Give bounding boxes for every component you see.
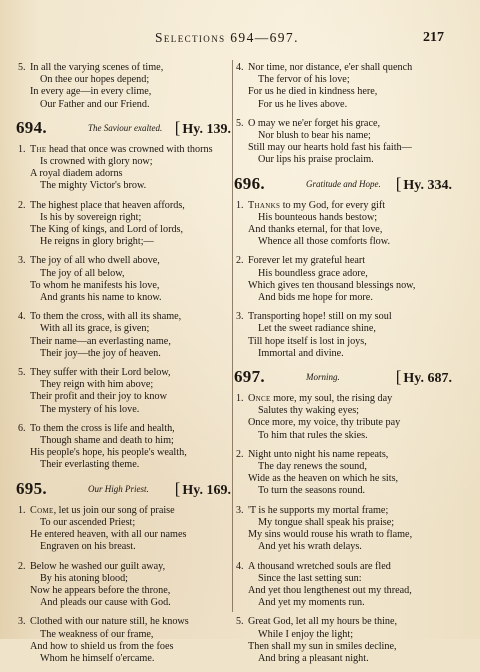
stanza-number: 2. [236, 255, 244, 267]
verse-line [18, 311, 231, 323]
stanza-number: 3. [18, 255, 26, 267]
verse-text: The King of kings, and Lord of lords, [30, 224, 184, 236]
stanza [236, 505, 452, 554]
verse-line [236, 417, 452, 429]
verse-line [236, 130, 452, 142]
stanza [236, 255, 452, 304]
verse-text: They reign with him above; [40, 379, 154, 391]
hymn-title: Gratitude and Hope. [306, 178, 381, 189]
verse-text: By his atoning blood; [40, 572, 129, 584]
verse-line [236, 405, 452, 417]
left-column [18, 62, 231, 672]
verse-line [236, 597, 452, 609]
verse-line [18, 367, 231, 379]
verse-text: Once more, my voice, thy tribute pay [248, 417, 401, 429]
stanza [18, 616, 231, 665]
verse-text: On thee our hopes depend; [40, 74, 150, 86]
verse-text: Till hope itself is lost in joys, [248, 335, 367, 347]
verse-line [236, 255, 452, 267]
verse-line [18, 459, 231, 471]
verse-line [236, 473, 452, 485]
verse-line [18, 168, 231, 180]
verse-text: Then shall my sun in smiles decline, [248, 640, 397, 652]
verse-text: head that once was crowned with thorns [46, 143, 213, 155]
stanza-number: 4. [236, 560, 244, 572]
hymn-number: 696. [234, 173, 265, 193]
verse-line [236, 236, 452, 248]
stanza-number: 3. [18, 616, 26, 628]
verse-line [18, 62, 231, 74]
stanza [236, 449, 452, 498]
verse-text: And bring a pleasant night. [258, 652, 369, 664]
stanza [236, 561, 452, 610]
verse-line [18, 86, 231, 98]
verse-text: In all the varying scenes of time, [30, 62, 164, 73]
first-word: Thanks [248, 199, 281, 211]
verse-line [236, 461, 452, 473]
stanza-number: 2. [18, 199, 26, 211]
stanza [236, 616, 452, 665]
hymn-heading [236, 367, 452, 391]
verse-text: To them the cross, with all its shame, [30, 311, 182, 323]
verse-text: Still may our hearts hold fast his faith— [248, 142, 412, 154]
verse-text: His boundless grace adore, [258, 267, 368, 279]
verse-text: Whom he himself o'ercame. [40, 652, 155, 664]
bracket-mark: [ [174, 478, 181, 498]
verse-line [236, 641, 452, 653]
hymn-heading [18, 479, 231, 503]
verse-line [18, 653, 231, 665]
verse-text: His bounteous hands bestow; [258, 211, 378, 223]
hymn-reference-text: Hy. 169. [182, 482, 231, 498]
running-head-title: Selections 694—697. [155, 30, 299, 45]
verse-line [236, 430, 452, 442]
verse-line [236, 541, 452, 553]
verse-text: Great God, let all my hours be thine, [248, 616, 398, 628]
hymn-number: 694. [16, 117, 47, 137]
verse-text: 'T is he supports my mortal frame; [248, 504, 389, 516]
verse-line [18, 348, 231, 360]
first-word: Once [248, 393, 271, 405]
stanza-number: 3. [236, 504, 244, 516]
verse-line [18, 423, 231, 435]
verse-text: Is crowned with glory now; [40, 156, 153, 168]
verse-text: Let the sweet radiance shine, [258, 323, 376, 335]
verse-text: The fervor of his love; [258, 74, 350, 86]
verse-line [18, 573, 231, 585]
stanza-number: 3. [236, 311, 244, 323]
verse-text: While I enjoy the light; [258, 628, 354, 640]
verse-text: The joy of all who dwell above, [30, 255, 160, 267]
verse-text: And bids me hope for more. [258, 292, 373, 304]
verse-line [18, 144, 231, 156]
stanza [236, 393, 452, 442]
stanza [18, 423, 231, 472]
verse-line [236, 200, 452, 212]
hymn-title: Our High Priest. [88, 483, 149, 494]
hymn-number: 695. [16, 478, 47, 498]
verse-text: And yet my moments run. [258, 597, 365, 609]
verse-text: And yet his wrath delays. [258, 541, 362, 553]
stanza-number: 4. [236, 62, 244, 73]
column-divider [232, 60, 233, 612]
verse-text: He reigns in glory bright;— [40, 236, 154, 248]
verse-line [18, 212, 231, 224]
stanza [18, 200, 231, 249]
verse-text: And how to shield us from the foes [30, 640, 174, 652]
verse-text: Nor time, nor distance, e'er shall quench [248, 62, 413, 73]
hymn-reference [396, 367, 452, 387]
verse-text: And thanks eternal, for that love, [248, 224, 383, 236]
verse-line [236, 268, 452, 280]
verse-line [18, 200, 231, 212]
verse-text: Is his by sovereign right; [40, 211, 142, 223]
verse-line [18, 336, 231, 348]
verse-line [236, 142, 452, 154]
hymn-reference-text: Hy. 334. [403, 177, 452, 193]
verse-text: to my God, for every gift [280, 199, 386, 211]
stanza-number: 1. [18, 143, 26, 155]
verse-line [236, 62, 452, 74]
verse-text: Since the last setting sun: [258, 572, 362, 584]
verse-text: Salutes thy waking eyes; [258, 405, 360, 417]
bracket-mark: [ [395, 173, 402, 193]
stanza-number: 5. [236, 117, 244, 129]
verse-line [18, 379, 231, 391]
verse-text: And yet thou lengthenest out my thread, [248, 584, 412, 596]
verse-line [18, 99, 231, 111]
verse-line [236, 653, 452, 665]
verse-line [18, 292, 231, 304]
verse-text: Immortal and divine. [258, 347, 344, 359]
stanza-number: 5. [236, 616, 244, 628]
bracket-mark: [ [395, 367, 402, 387]
hymn-heading [236, 174, 452, 198]
verse-line [236, 99, 452, 111]
verse-text: And pleads our cause with God. [40, 597, 171, 609]
verse-line [236, 212, 452, 224]
verse-text: , let us join our song of praise [53, 504, 175, 516]
stanza-number: 1. [236, 199, 244, 211]
verse-text: Below he washed our guilt away, [30, 560, 166, 572]
verse-text: Though shame and death to him; [40, 435, 174, 447]
verse-text: Nor blush to bear his name; [258, 130, 371, 142]
verse-line [18, 585, 231, 597]
verse-line [236, 616, 452, 628]
stanza-number: 6. [18, 422, 26, 434]
verse-line [236, 449, 452, 461]
verse-line [18, 268, 231, 280]
hymn-reference-text: Hy. 139. [182, 121, 231, 137]
verse-line [18, 180, 231, 192]
verse-text: A thousand wretched souls are fled [248, 560, 391, 572]
verse-line [18, 391, 231, 403]
verse-line [236, 154, 452, 166]
verse-text: My sins would rouse his wrath to flame, [248, 529, 413, 541]
stanza [18, 505, 231, 554]
stanza [18, 561, 231, 610]
verse-text: Engraven on his breast. [40, 541, 136, 553]
verse-line [18, 616, 231, 628]
verse-line [18, 529, 231, 541]
verse-line [236, 585, 452, 597]
verse-text: Transporting hope! still on my soul [248, 311, 392, 323]
verse-line [18, 74, 231, 86]
verse-text: To turn the seasons round. [258, 485, 366, 497]
hymn-heading [18, 118, 231, 142]
stanza [18, 144, 231, 193]
verse-text: The mystery of his love. [40, 403, 140, 415]
verse-text: Our lips his praise proclaim. [258, 154, 374, 166]
verse-text: The joy of all below, [40, 267, 125, 279]
verse-line [18, 541, 231, 553]
verse-text: He entered heaven, with all our names [30, 529, 187, 541]
stanza-number: 2. [18, 560, 26, 572]
verse-line [18, 435, 231, 447]
first-word: The [30, 143, 47, 155]
verse-line [236, 74, 452, 86]
verse-line [236, 336, 452, 348]
verse-line [18, 641, 231, 653]
verse-line [18, 255, 231, 267]
verse-text: more, my soul, the rising day [270, 393, 393, 405]
verse-line [236, 505, 452, 517]
verse-text: For us he died in kindness here, [248, 86, 378, 98]
stanza-number: 5. [18, 367, 26, 379]
verse-line [18, 224, 231, 236]
stanza [18, 367, 231, 416]
verse-line [236, 323, 452, 335]
verse-text: My tongue shall speak his praise; [258, 516, 395, 528]
stanza [18, 62, 231, 111]
verse-text: Clothed with our nature still, he knows [30, 616, 189, 628]
verse-text: To our ascended Priest; [40, 516, 136, 528]
stanza-number: 1. [236, 393, 244, 405]
hymn-number: 697. [234, 367, 265, 387]
verse-text: Wide as the heaven on which he sits, [248, 473, 399, 485]
verse-line [236, 292, 452, 304]
verse-text: Forever let my grateful heart [248, 255, 366, 267]
verse-line [18, 447, 231, 459]
bracket-mark: [ [174, 117, 181, 137]
verse-line [236, 280, 452, 292]
verse-line [236, 517, 452, 529]
verse-line [236, 348, 452, 360]
verse-text: The highest place that heaven affords, [30, 199, 185, 211]
verse-text: Our Father and our Friend. [40, 98, 150, 110]
page-number: 217 [423, 30, 444, 45]
running-head [0, 30, 480, 50]
verse-line [18, 561, 231, 573]
stanza [18, 255, 231, 304]
verse-line [236, 561, 452, 573]
verse-line [18, 280, 231, 292]
stanza [18, 311, 231, 360]
right-column [236, 62, 452, 672]
verse-text: His people's hope, his people's wealth, [30, 447, 187, 459]
stanza-number: 4. [18, 311, 26, 323]
hymn-title: Morning. [306, 372, 340, 383]
verse-line [236, 529, 452, 541]
verse-line [236, 311, 452, 323]
hymn-reference [175, 118, 231, 138]
verse-line [18, 517, 231, 529]
stanza [236, 311, 452, 360]
verse-text: With all its grace, is given; [40, 323, 150, 335]
hymn-reference [396, 174, 452, 194]
verse-text: To him that rules the skies. [258, 429, 368, 441]
verse-text: To whom he manifests his love, [30, 279, 160, 291]
hymn-reference [175, 479, 231, 499]
hymn-reference-text: Hy. 687. [403, 371, 452, 387]
verse-text: Their name—an everlasting name, [30, 335, 171, 347]
verse-text: In every age—in every clime, [30, 86, 152, 98]
verse-text: The weakness of our frame, [40, 628, 154, 640]
verse-text: Their profit and their joy to know [30, 391, 167, 403]
stanza [236, 62, 452, 111]
verse-line [18, 597, 231, 609]
verse-text: O may we ne'er forget his grace, [248, 117, 381, 129]
verse-line [236, 485, 452, 497]
stanza-number: 5. [18, 62, 26, 73]
verse-line [236, 573, 452, 585]
verse-text: The day renews the sound, [258, 461, 367, 473]
verse-line [236, 224, 452, 236]
stanza [236, 118, 452, 167]
verse-text: They suffer with their Lord below, [30, 367, 171, 379]
verse-line [18, 236, 231, 248]
verse-line [18, 505, 231, 517]
verse-text: Night unto night his name repeats, [248, 448, 389, 460]
verse-text: For us he lives above. [258, 98, 348, 110]
verse-text: Their everlasting theme. [40, 459, 140, 471]
hymn-title: The Saviour exalted. [88, 122, 163, 133]
verse-line [236, 118, 452, 130]
stanza-number: 1. [18, 504, 26, 516]
verse-text: And grants his name to know. [40, 292, 162, 304]
verse-text: Their joy—the joy of heaven. [40, 347, 161, 359]
verse-line [236, 393, 452, 405]
verse-text: Which gives ten thousand blessings now, [248, 279, 416, 291]
verse-text: Whence all those comforts flow. [258, 236, 391, 248]
verse-line [18, 323, 231, 335]
first-word: Come [30, 504, 54, 516]
verse-line [236, 86, 452, 98]
verse-text: The mighty Victor's brow. [40, 180, 147, 192]
verse-text: A royal diadem adorns [30, 168, 123, 180]
stanza [236, 200, 452, 249]
verse-line [18, 156, 231, 168]
verse-text: Now he appears before the throne, [30, 584, 171, 596]
stanza-number: 2. [236, 448, 244, 460]
verse-text: To them the cross is life and health, [30, 422, 175, 434]
verse-line [18, 404, 231, 416]
